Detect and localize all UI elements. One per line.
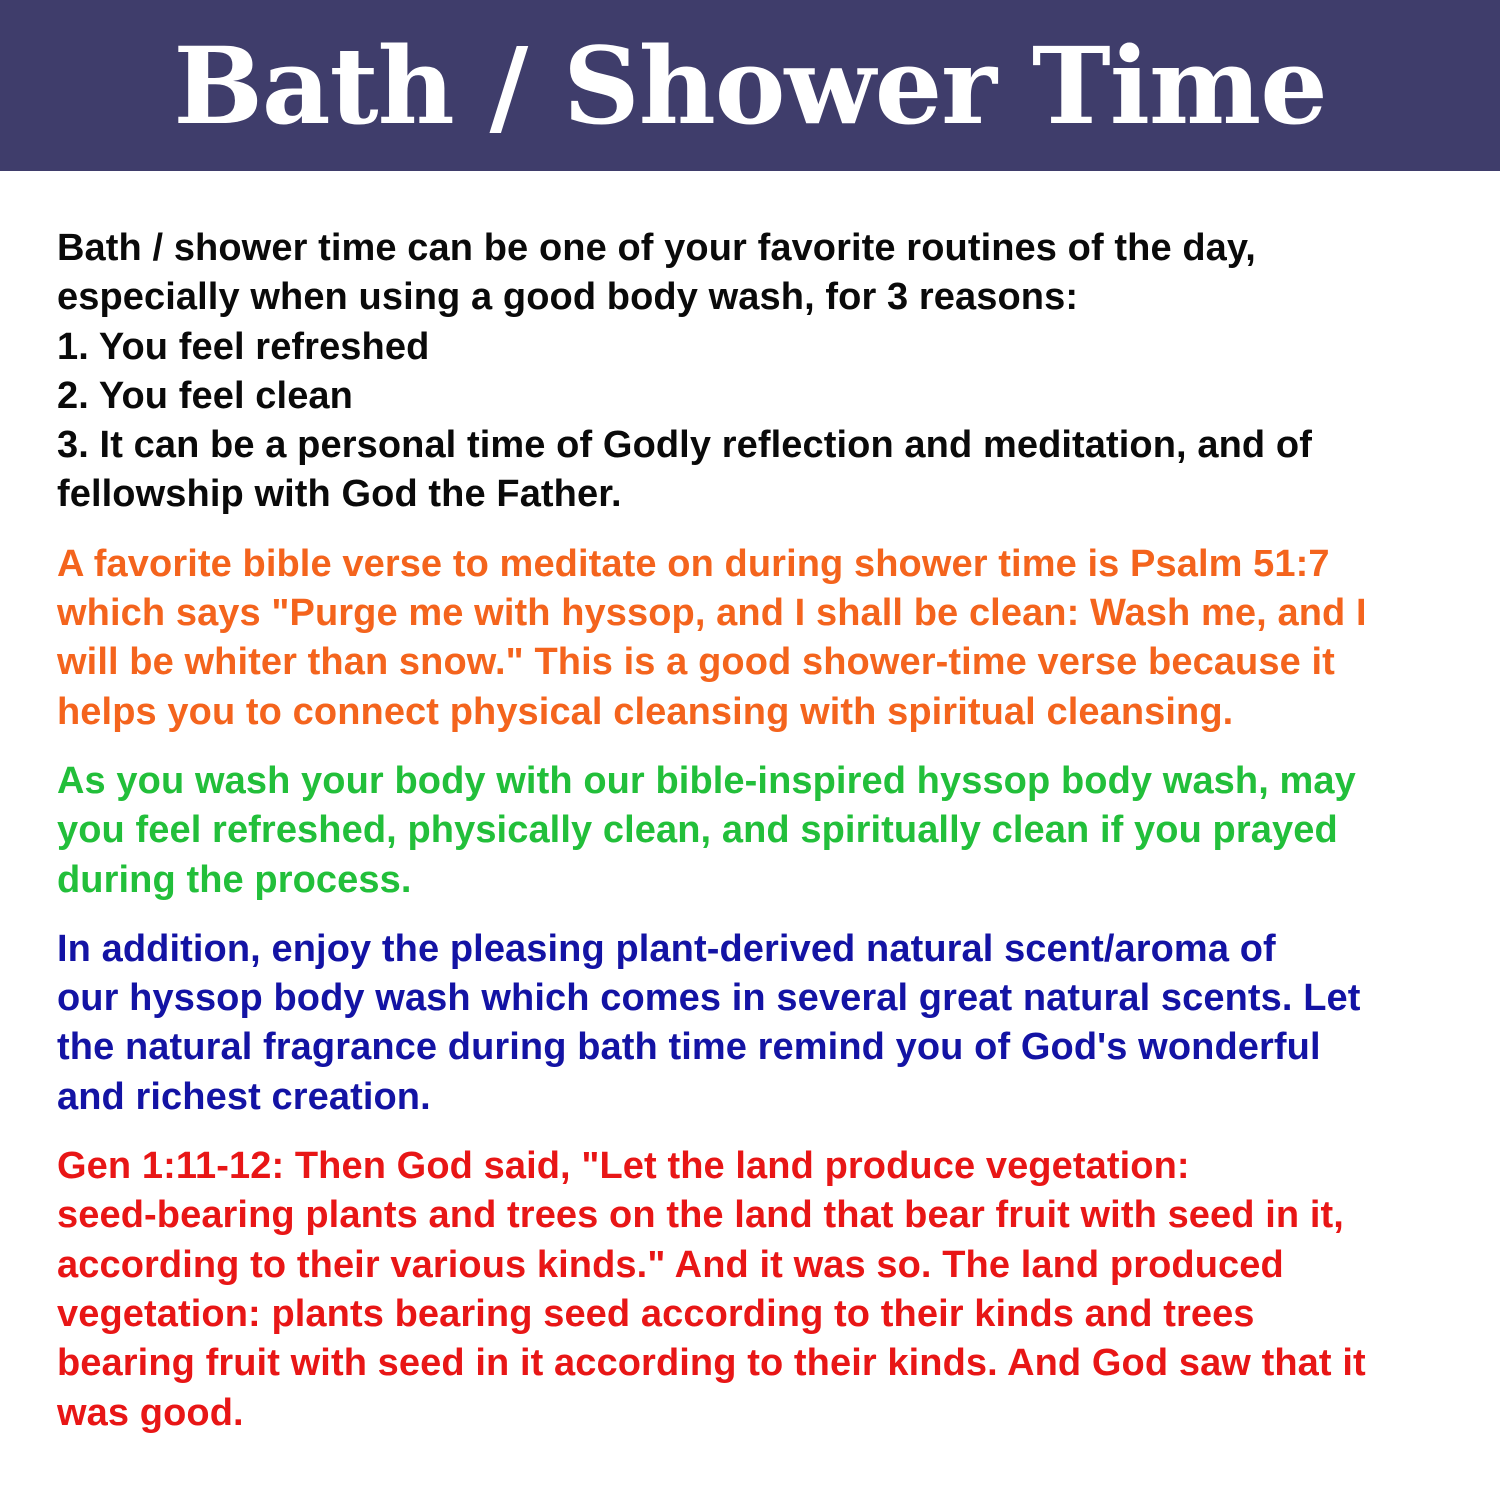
scent-paragraph — [57, 925, 1487, 1122]
body-wash-line: you feel refreshed, physically clean, and spiritually clean if you prayed — [57, 809, 1338, 852]
page-title: Bath / Shower Time — [173, 22, 1327, 148]
intro-line: Bath / shower time can be one of your favorite routines of the day, — [57, 227, 1256, 269]
reason-3-continued: fellowship with God the Father. — [57, 473, 622, 516]
body-wash-line: As you wash your body with our bible-inspired hyssop body wash, may — [57, 759, 1356, 802]
genesis-line: bearing fruit with seed in it according to their kinds. And God saw that it — [57, 1342, 1366, 1385]
body-text — [57, 224, 1487, 1458]
genesis-line: according to their various kinds." And it was so. The land produced — [57, 1243, 1284, 1286]
psalm-line: which says "Purge me with hyssop, and I shall be clean: Wash me, and I — [57, 592, 1367, 635]
intro-paragraph — [57, 224, 1487, 520]
genesis-line: Gen 1:11-12: Then God said, "Let the land produce vegetation: — [57, 1145, 1190, 1188]
reason-3: 3. It can be a personal time of Godly reflection and meditation, and of — [57, 424, 1312, 467]
header-banner — [0, 0, 1500, 171]
psalm-line: A favorite bible verse to meditate on during shower time is Psalm 51:7 — [57, 542, 1330, 585]
scent-line: In addition, enjoy the pleasing plant-derived natural scent/aroma of — [57, 927, 1276, 970]
psalm-line: will be whiter than snow." This is a good shower-time verse because it — [57, 641, 1335, 684]
genesis-paragraph — [57, 1142, 1487, 1438]
genesis-line: was good. — [57, 1391, 244, 1434]
body-wash-line: during the process. — [57, 858, 412, 901]
scent-line: our hyssop body wash which comes in several great natural scents. Let — [57, 977, 1361, 1020]
reason-1: 1. You feel refreshed — [57, 325, 430, 368]
genesis-line: seed-bearing plants and trees on the land that bear fruit with seed in it, — [57, 1194, 1344, 1237]
scent-line: the natural fragrance during bath time remind you of God's wonderful — [57, 1026, 1321, 1069]
intro-line: especially when using a good body wash, for 3 reasons: — [57, 276, 1079, 319]
scent-line: and richest creation. — [57, 1075, 431, 1118]
reason-2: 2. You feel clean — [57, 374, 353, 417]
psalm-paragraph — [57, 540, 1487, 737]
psalm-line: helps you to connect physical cleansing with spiritual cleansing. — [57, 690, 1234, 733]
genesis-line: vegetation: plants bearing seed according to their kinds and trees — [57, 1292, 1255, 1335]
body-wash-paragraph — [57, 757, 1487, 905]
